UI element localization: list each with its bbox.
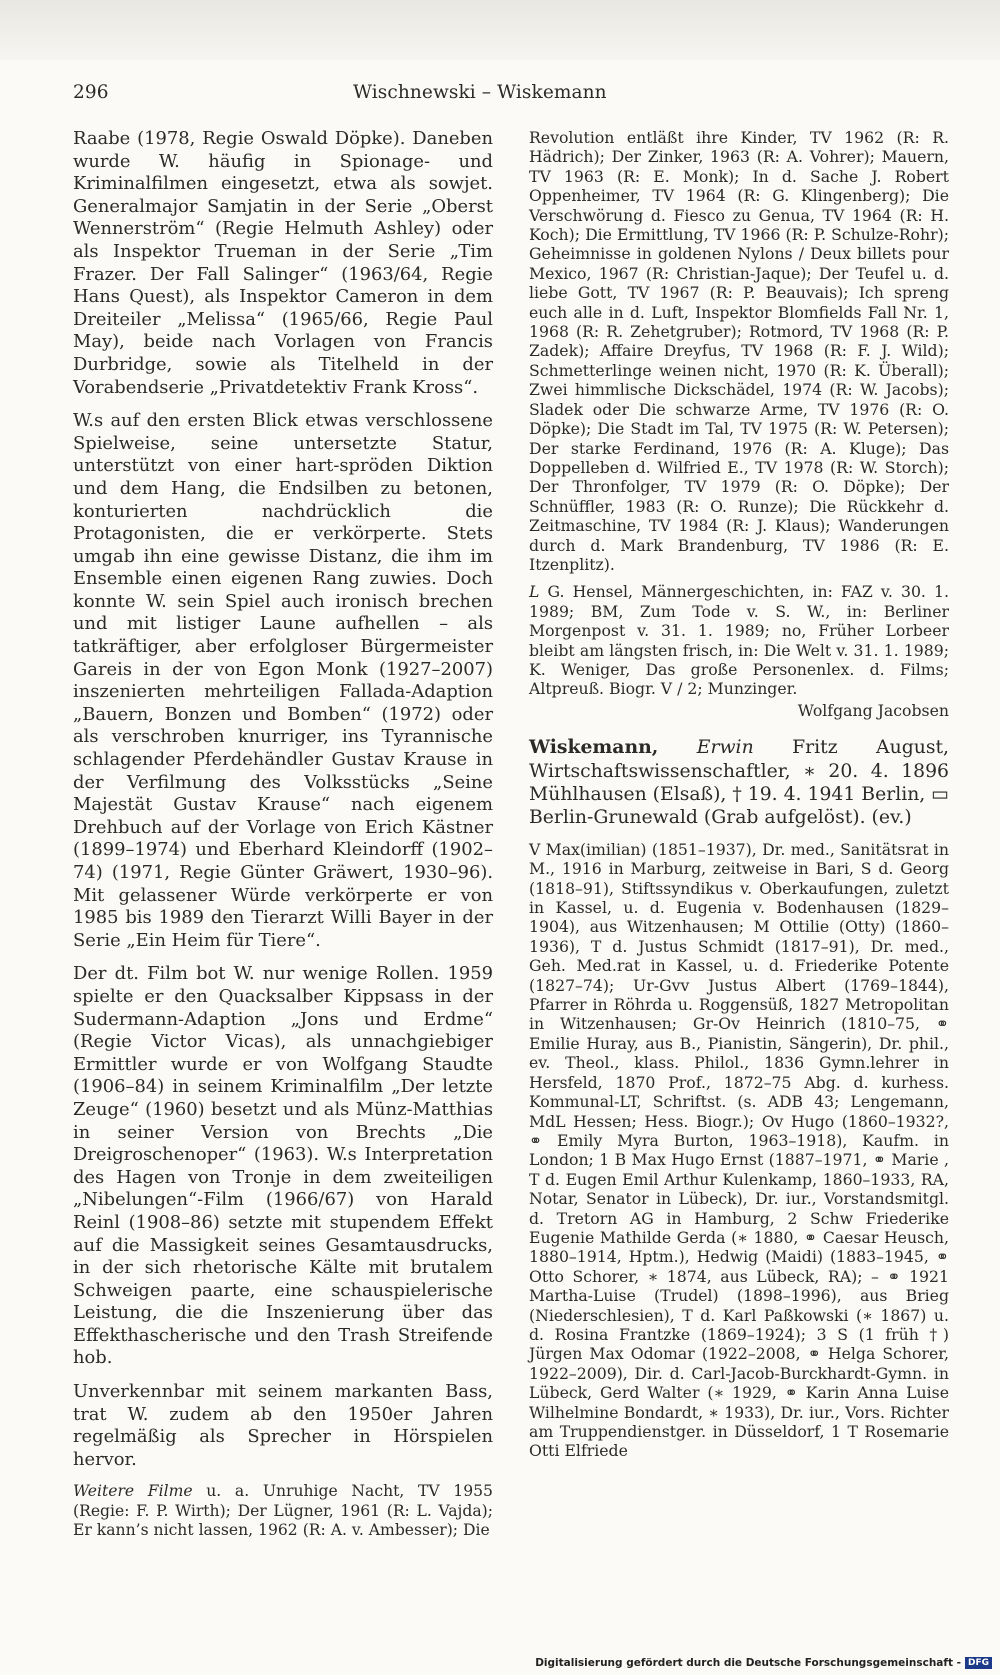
paragraph: Raabe (1978, Regie Oswald Döpke). Daneben wurde W. häufig in Spionage- und Kriminalfilmen eingesetzt, etwa als sowjet. Generalmajor Samjatin in der Serie „Oberst Wennerström“ (Regie Helmuth Ashley) oder als Inspektor Trueman in der Serie „Tim Frazer. Der Fall Salinger“ (1963/64, Regie Hans Quest), als Inspektor Cameron in dem Dreiteiler „Melissa“ (1965/66, Regie Paul May), beide nach Vorlagen von Francis Durbridge, sowie als Titelheld in der Vorabendserie „Privatdetektiv Frank Kross“. xyxy=(73,128,493,398)
paragraph: W.s auf den ersten Blick etwas verschlossene Spielweise, seine untersetzte Statur, unterstützt von einer hart-spröden Diktion und dem Hang, die Endsilben zu betonen, konturierten nachdrücklich die Protagonisten, die er verkörperte. Stets umgab ihn eine gewisse Distanz, die ihm im Ensemble einen eigenen Rang zuwies. Doch konnte W. sein Spiel auch ironisch brechen und mit listiger Laune aufhellen – als tatkräftiger, aber erfolgloser Bürgermeister Gareis in der von Egon Monk (1927–2007) inszenierten mehrteiligen Fallada-Adaption „Bauern, Bonzen und Bomben“ (1972) oder als verschroben knurriger, ins Tyrannische schlagender Pferdehändler Gustav Krause in der Verfilmung des Volksstücks „Seine Majestät Gustav Krause“ nach eigenem Drehbuch auf der Vorlage von Erich Kästner (1899–1974) und Eberhard Kleindorff (1902–74) (1971, Regie Günter Gräwert, 1930–96). Mit gelassener Würde verkörperte er von 1985 bis 1989 den Tierarzt Willi Bayer in der Serie „Ein Heim für Tiere“. xyxy=(73,410,493,951)
page-number: 296 xyxy=(73,82,109,103)
entry-given-name: Erwin xyxy=(696,737,754,759)
dfg-logo-icon: DFG xyxy=(965,1657,992,1669)
further-films-label: Weitere Filme xyxy=(73,1482,193,1501)
further-films xyxy=(73,1482,493,1540)
paragraph: Unverkennbar mit seinem markanten Bass, trat W. zudem ab den 1950er Jahren regelmäßig als Sprecher in Hörspielen hervor. xyxy=(73,1381,493,1470)
entry-details: Fritz August, Wirtschaftswissenschaftler, ∗ 20. 4. 1896 Mühlhausen (Elsaß), † 19. 4. 1941 Berlin, ▭ Berlin-Grunewald (Grab aufgelöst). (ev.) xyxy=(529,737,949,829)
literature xyxy=(529,582,949,698)
entry-name: Wiskemann, xyxy=(529,736,659,759)
scan-top-edge xyxy=(0,0,1000,60)
footer xyxy=(535,1657,992,1669)
further-films-text: u. a. Unruhige Nacht, TV 1955 (Regie: F. P. Wirth); Der Lügner, 1961 (R: L. Vajda); Er kann’s nicht lassen, 1962 (R: A. v. Ambesser); Die xyxy=(73,1482,493,1540)
genealogy: V Max(imilian) (1851–1937), Dr. med., Sanitätsrat in M., 1916 in Marburg, zeitweise in Bari, S d. Georg (1818–91), Stiftssyndikus v. Oberkaufungen, zuletzt in Kassel, u. d. Eugenia v. Bodenhausen (1829–1904), aus Witzenhausen; M Ottilie (Otty) (1860–1936), T d. Justus Schmidt (1817–91), Dr. med., Geh. Med.rat in Kassel, u. d. Friederike Potente (1827–74); Ur-Gvv Justus Albert (1769–1844), Pfarrer in Röhrda u. Roggensüß, 1827 Metropolitan in Witzenhausen; Gr-Ov Heinrich (1810–75, ⚭ Emilie Huray, aus B., Pianistin, Sängerin), Dr. phil., ev. Theol., klass. Philol., 1836 Gymn.lehrer in Hersfeld, 1870 Prof., 1872–75 Abg. d. kurhess. Kommunal-LT, Schriftst. (s. ADB 43; Lengemann, MdL Hessen; Hess. Biogr.); Ov Hugo (1860–1932?, ⚭ Emily Myra Burton, 1963–1918), Kaufm. in London; 1 B Max Hugo Ernst (1887–1971, ⚭ Marie , T d. Eugen Emil Arthur Kulenkamp, 1860–1933, RA, Notar, Senator in Lübeck), Dr. iur., Vorstandsmitgl. d. Tretorn AG in Hamburg, 2 Schw Friederike Eugenie Mathilde Gerda (∗ 1880, ⚭ Caesar Heusch, 1880–1914, Hptm.), Hedwig (Maidi) (1883–1945, ⚭ Otto Schorer, ∗ 1874, aus Lübeck, RA); – ⚭ 1921 Martha-Luise (Trudel) (1898–1996), aus Brieg (Niederschlesien), T d. Karl Paßkowski (∗ 1867) u. d. Rosina Frantzke (1869–1924); 3 S (1 früh †) Jürgen Max Odomar (1922–2008, ⚭ Helga Schorer, 1922–2009), Dir. d. Carl-Jacob-Burckhardt-Gymn. in Lübeck, Gerd Walter (∗ 1929, ⚭ Karin Anna Luise Wilhelmine Bondardt, ∗ 1933), Dr. iur., Vors. Richter am Truppendienstger. in Düsseldorf, 1 T Rosemarie Otti Elfriede xyxy=(529,839,949,1461)
paragraph: Der dt. Film bot W. nur wenige Rollen. 1959 spielte er den Quacksalber Kippsass in der Sudermann-Adaption „Jons und Erdme“ (Regie Victor Vicas), als unnachgiebiger Ermittler wurde er von Wolfgang Staudte (1906–84) in seinem Kriminalfilm „Der letzte Zeuge“ (1960) besetzt und als Münz-Matthias in seiner Version von Brechts „Die Dreigroschenoper“ (1963). W.s Interpretation des Hagen von Tronje in dem zweiteiligen „Nibelungen“-Film (1966/67) von Harald Reinl (1908–86) setzte mit stupendem Effekt auf die Massigkeit seines Gesamtausdrucks, in der sich rhetorische Kälte mit brutalem Schweigen paarte, eine schauspielerische Leistung, die die Inszenierung über das Effekthascherische und den Trash Streifende hob. xyxy=(73,963,493,1369)
entry-heading xyxy=(529,736,949,830)
footer-text: Digitalisierung gefördert durch die Deutsche Forschungsgemeinschaft - xyxy=(535,1657,961,1669)
literature-text: G. Hensel, Männergeschichten, in: FAZ v. 30. 1. 1989; BM, Zum Tode v. S. W., in: Berliner Morgenpost v. 31. 1. 1989; no, Früher Lorbeer bleibt am längsten frisch, in: Die Welt v. 31. 1. 1989; K. Weniger, Das große Personenlex. d. Films; Altpreuß. Biogr. V / 2; Munzinger. xyxy=(529,582,949,699)
left-column xyxy=(73,128,493,1551)
running-head: Wischnewski – Wiskemann xyxy=(353,82,607,103)
page-header xyxy=(73,82,635,112)
literature-label: L xyxy=(529,582,540,602)
author-signature: Wolfgang Jacobsen xyxy=(797,700,949,720)
filmography-continued: Revolution entläßt ihre Kinder, TV 1962 (R: R. Hädrich); Der Zinker, 1963 (R: A. Vohrer); Mauern, TV 1963 (R: E. Monk); In d. Sache J. Robert Oppenheimer, TV 1964 (R: G. Klingenberg); Die Verschwörung d. Fiesco zu Genua, TV 1964 (R: H. Koch); Die Ermittlung, TV 1966 (R: P. Schulze-Rohr); Geheimnisse in goldenen Nylons / Deux billets pour Mexico, 1967 (R: Christian-Jaque); Der Teufel u. d. liebe Gott, TV 1967 (R: P. Beauvais); Ich spreng euch alle in d. Luft, Inspektor Blomfields Fall Nr. 1, 1968 (R: R. Zehetgruber); Rotmord, TV 1968 (R: P. Zadek); Affaire Dreyfus, TV 1968 (R: F. J. Wild); Schmetterlinge weinen nicht, 1970 (R: K. Überall); Zwei himmlische Dickschädel, 1974 (R: W. Jacobs); Sladek oder Die schwarze Arme, TV 1976 (R: O. Döpke); Die Stadt im Tal, TV 1975 (R: W. Petersen); Der starke Ferdinand, 1976 (R: A. Kluge); Das Doppelleben d. Wilfried E., TV 1978 (R: W. Storch); Der Thronfolger, TV 1979 (R: O. Döpke); Der Schnüffler, 1983 (R: O. Runze); Die Rückkehr d. Zeitmaschine, TV 1984 (R: J. Klaus); Wanderungen durch d. Mark Brandenburg, TV 1986 (R: E. Itzenplitz). xyxy=(529,128,949,574)
right-column xyxy=(529,128,949,1461)
